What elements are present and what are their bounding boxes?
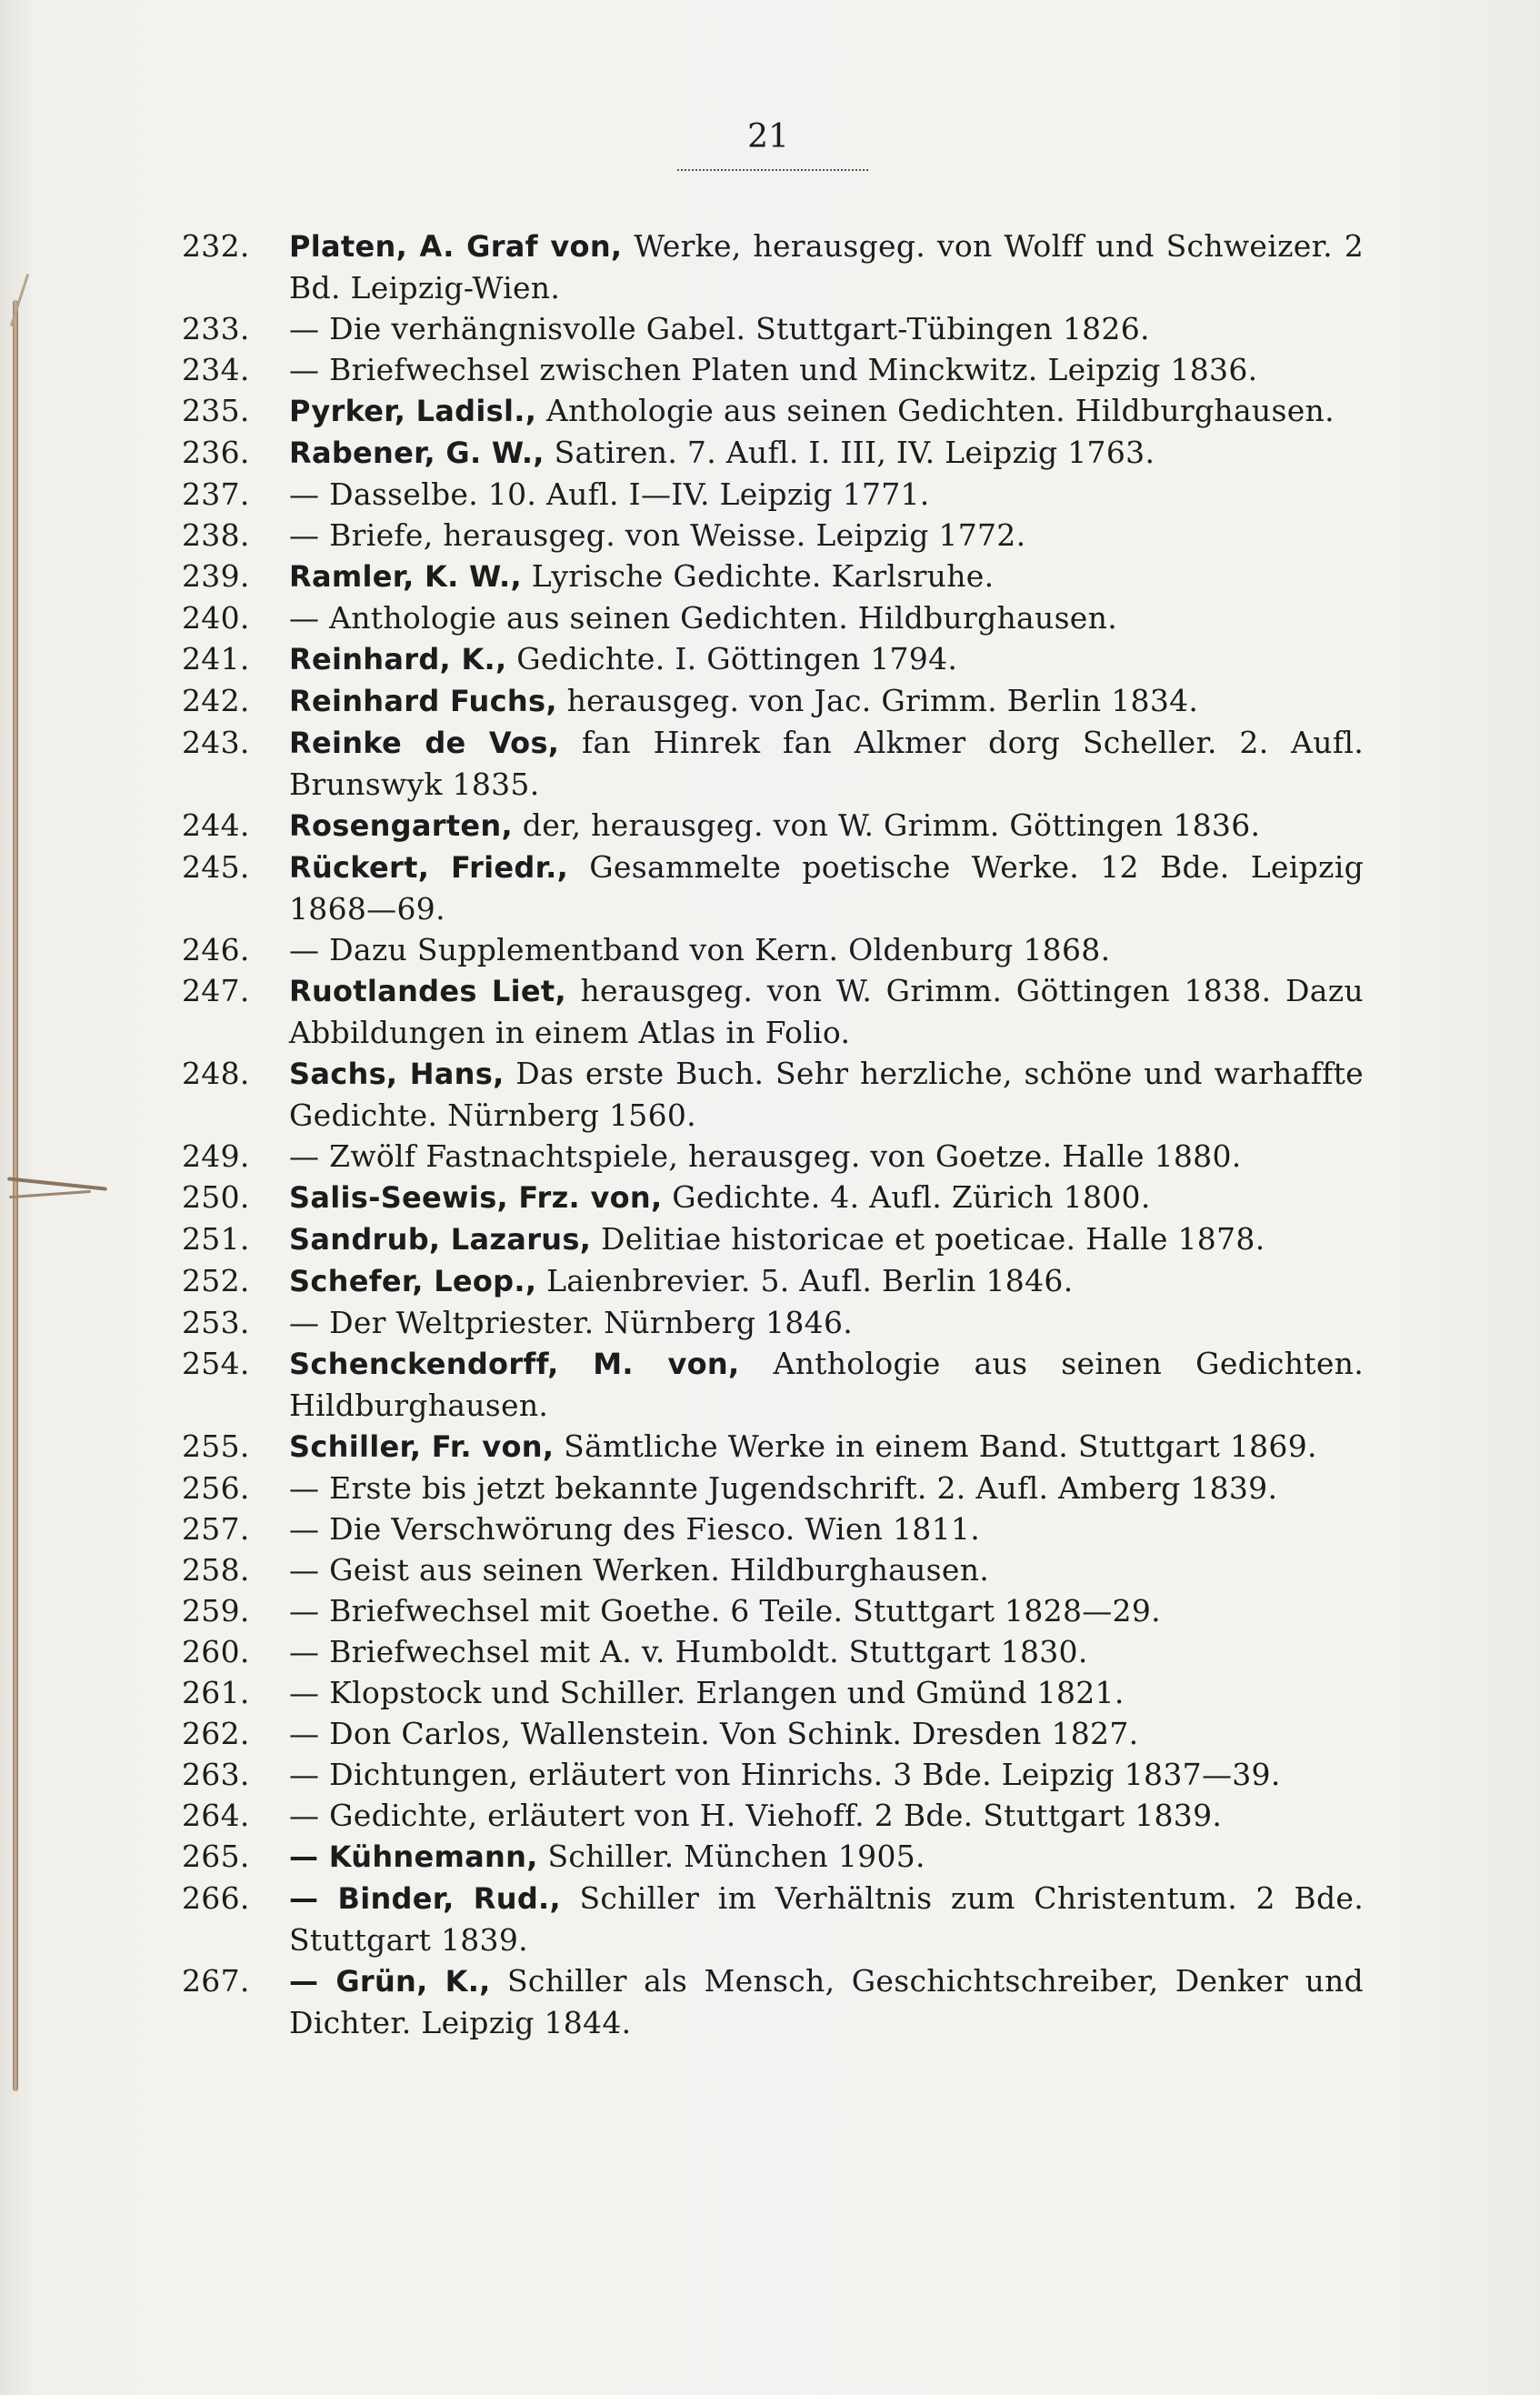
entry-author: — Kühnemann, (289, 1839, 538, 1874)
entry-text (289, 847, 1364, 929)
entry-description: Anthologie aus seinen Gedichten. Hildburghausen. (289, 1346, 1364, 1423)
entry-description: — Briefwechsel mit Goethe. 6 Teile. Stuttgart 1828—29. (289, 1593, 1161, 1628)
entry-number: 260. (182, 1634, 250, 1669)
entry-number: 239. (182, 558, 250, 594)
catalog-entry (182, 349, 1364, 390)
entry-author: Reinke de Vos, (289, 726, 560, 760)
entry-text (289, 1960, 1364, 2043)
entry-text (289, 515, 1364, 556)
entry-number: 256. (182, 1470, 250, 1506)
entry-number: 241. (182, 641, 250, 676)
entry-number: 250. (182, 1179, 250, 1215)
entry-description: Gedichte. 4. Aufl. Zürich 1800. (672, 1179, 1151, 1215)
entry-number: 257. (182, 1511, 250, 1547)
catalog-entry (182, 1631, 1364, 1672)
entry-number: 266. (182, 1880, 250, 1916)
entry-number: 258. (182, 1552, 250, 1588)
entry-description: Delitiae historicae et poeticae. Halle 1878. (600, 1221, 1265, 1257)
entry-description: — Briefe, herausgeg. von Weisse. Leipzig 1772. (289, 517, 1026, 553)
entry-description: — Die Verschwörung des Fiesco. Wien 1811. (289, 1511, 980, 1547)
entry-description: Gesammelte poetische Werke. 12 Bde. Leipzig 1868—69. (289, 849, 1364, 927)
entry-description: Lyrische Gedichte. Karlsruhe. (531, 558, 995, 594)
catalog-entry (182, 515, 1364, 556)
entry-text (289, 1218, 1364, 1260)
catalog-entry (182, 308, 1364, 349)
catalog-entry (182, 597, 1364, 638)
entry-description: Sämtliche Werke in einem Band. Stuttgart 1869. (564, 1428, 1317, 1464)
entry-author: Reinhard, K., (289, 642, 507, 676)
entry-number: 254. (182, 1346, 250, 1381)
entry-number: 248. (182, 1056, 250, 1091)
entry-number: 243. (182, 725, 250, 760)
entry-description: Gedichte. I. Göttingen 1794. (516, 641, 958, 676)
entry-description: — Briefwechsel mit A. v. Humboldt. Stuttgart 1830. (289, 1634, 1088, 1669)
entry-description: — Zwölf Fastnachtspiele, herausgeg. von Goetze. Halle 1880. (289, 1138, 1242, 1174)
entry-number: 253. (182, 1305, 250, 1340)
catalog-entry (182, 638, 1364, 680)
entry-text (289, 970, 1364, 1053)
entry-description: Schiller im Verhältnis zum Christentum. 2 Bde. Stuttgart 1839. (289, 1880, 1364, 1958)
catalog-entry (182, 1177, 1364, 1218)
catalog-entry (182, 722, 1364, 805)
entry-text (289, 474, 1364, 515)
entry-number: 262. (182, 1716, 250, 1751)
entry-number: 247. (182, 973, 250, 1008)
catalog-entry (182, 432, 1364, 474)
catalog-entry (182, 474, 1364, 515)
entry-text (289, 1713, 1364, 1754)
entry-description: — Erste bis jetzt bekannte Jugendschrift. 2. Aufl. Amberg 1839. (289, 1470, 1278, 1506)
entry-number: 252. (182, 1263, 250, 1298)
catalog-entry (182, 225, 1364, 308)
entry-description: — Die verhängnisvolle Gabel. Stuttgart-Tübingen 1826. (289, 311, 1150, 346)
entry-number: 242. (182, 683, 250, 718)
entry-text (289, 1468, 1364, 1508)
entry-author: Sandrub, Lazarus, (289, 1222, 592, 1257)
entry-description: — Geist aus seinen Werken. Hildburghausen. (289, 1552, 990, 1588)
catalog-entry (182, 1590, 1364, 1631)
entry-author: Ruotlandes Liet, (289, 974, 566, 1008)
catalog-entry (182, 1713, 1364, 1754)
entry-text (289, 432, 1364, 474)
entry-author: Sachs, Hans, (289, 1057, 505, 1091)
entry-author: Rückert, Friedr., (289, 850, 569, 885)
entry-author: Reinhard Fuchs, (289, 684, 557, 718)
entry-description: Schiller. München 1905. (547, 1839, 925, 1874)
entry-text (289, 1672, 1364, 1713)
entry-number: 249. (182, 1138, 250, 1174)
entry-description: Schiller als Mensch, Geschichtschreiber, Denker und Dichter. Leipzig 1844. (289, 1963, 1364, 2040)
catalog-entry (182, 1508, 1364, 1549)
catalog-entry (182, 1836, 1364, 1878)
entry-text (289, 1878, 1364, 1960)
entry-description: fan Hinrek fan Alkmer dorg Scheller. 2. Aufl. Brunswyk 1835. (289, 725, 1364, 802)
entry-author: — Binder, Rud., (289, 1881, 561, 1916)
entry-text (289, 1260, 1364, 1302)
entry-text (289, 1795, 1364, 1836)
entry-text (289, 1136, 1364, 1177)
entry-number: 267. (182, 1963, 250, 1999)
entry-description: Das erste Buch. Sehr herzliche, schöne und warhaffte Gedichte. Nürnberg 1560. (289, 1056, 1364, 1133)
entry-text (289, 1426, 1364, 1468)
entry-text (289, 556, 1364, 597)
entry-author: — Grün, K., (289, 1964, 491, 1999)
catalog-entry (182, 929, 1364, 970)
entry-text (289, 390, 1364, 432)
entry-number: 251. (182, 1221, 250, 1257)
catalog-entry (182, 1136, 1364, 1177)
entry-number: 240. (182, 600, 250, 636)
entry-author: Rabener, G. W., (289, 436, 545, 470)
entry-author: Rosengarten, (289, 808, 513, 843)
catalog-entry (182, 1302, 1364, 1343)
catalog-entry (182, 805, 1364, 847)
catalog-entry (182, 1343, 1364, 1426)
entry-description: der, herausgeg. von W. Grimm. Göttingen 1836. (522, 807, 1261, 843)
entry-number: 238. (182, 517, 250, 553)
page-number-rule (677, 165, 868, 171)
entry-text (289, 929, 1364, 970)
entry-text (289, 1343, 1364, 1426)
entry-text (289, 1549, 1364, 1590)
entry-number: 234. (182, 352, 250, 387)
entry-number: 244. (182, 807, 250, 843)
entry-author: Ramler, K. W., (289, 559, 522, 594)
entry-description: Werke, herausgeg. von Wolff und Schweizer. 2 Bd. Leipzig-Wien. (289, 228, 1365, 306)
entry-author: Schiller, Fr. von, (289, 1429, 555, 1464)
entry-text (289, 597, 1364, 638)
page-number: 21 (747, 118, 789, 155)
catalog-entry (182, 970, 1364, 1053)
entry-description: Satiren. 7. Aufl. I. III, IV. Leipzig 1763. (554, 435, 1155, 470)
entry-description: Anthologie aus seinen Gedichten. Hildburghausen. (545, 393, 1335, 428)
entry-number: 263. (182, 1757, 250, 1792)
thread-knot (7, 1177, 107, 1190)
entry-author: Pyrker, Ladisl., (289, 394, 537, 428)
entry-number: 259. (182, 1593, 250, 1628)
entry-number: 232. (182, 228, 250, 264)
entry-number: 235. (182, 393, 250, 428)
catalog-entries (182, 225, 1364, 2043)
catalog-entry (182, 1426, 1364, 1468)
catalog-entry (182, 1960, 1364, 2043)
entry-description: Laienbrevier. 5. Aufl. Berlin 1846. (546, 1263, 1074, 1298)
entry-text (289, 722, 1364, 805)
entry-description: — Dazu Supplementband von Kern. Oldenburg 1868. (289, 932, 1111, 967)
catalog-entry (182, 1468, 1364, 1508)
entry-description: — Briefwechsel zwischen Platen und Minckwitz. Leipzig 1836. (289, 352, 1258, 387)
entry-number: 264. (182, 1798, 250, 1833)
catalog-entry (182, 556, 1364, 597)
catalog-entry (182, 847, 1364, 929)
entry-text (289, 308, 1364, 349)
entry-number: 233. (182, 311, 250, 346)
entry-description: herausgeg. von W. Grimm. Göttingen 1838. Dazu Abbildungen in einem Atlas in Folio. (289, 973, 1364, 1050)
entry-text (289, 1836, 1364, 1878)
entry-description: — Anthologie aus seinen Gedichten. Hildburghausen. (289, 600, 1117, 636)
entry-number: 255. (182, 1428, 250, 1464)
entry-text (289, 349, 1364, 390)
entry-author: Platen, A. Graf von, (289, 229, 623, 264)
catalog-entry (182, 1754, 1364, 1795)
catalog-entry (182, 1878, 1364, 1960)
entry-description: — Klopstock und Schiller. Erlangen und Gmünd 1821. (289, 1675, 1125, 1710)
catalog-entry (182, 1218, 1364, 1260)
entry-description: — Der Weltpriester. Nürnberg 1846. (289, 1305, 854, 1340)
entry-description: — Dichtungen, erläutert von Hinrichs. 3 Bde. Leipzig 1837—39. (289, 1757, 1281, 1792)
catalog-entry (182, 1053, 1364, 1136)
entry-text (289, 1508, 1364, 1549)
catalog-entry (182, 390, 1364, 432)
entry-author: Salis-Seewis, Frz. von, (289, 1180, 663, 1215)
entry-text (289, 1631, 1364, 1672)
entry-text (289, 1177, 1364, 1218)
entry-description: — Gedichte, erläutert von H. Viehoff. 2 Bde. Stuttgart 1839. (289, 1798, 1223, 1833)
entry-text (289, 805, 1364, 847)
entry-text (289, 225, 1364, 308)
entry-description: — Don Carlos, Wallenstein. Von Schink. Dresden 1827. (289, 1716, 1139, 1751)
entry-author: Schenckendorff, M. von, (289, 1347, 740, 1381)
entry-number: 237. (182, 476, 250, 512)
entry-number: 265. (182, 1839, 250, 1874)
catalog-entry (182, 1260, 1364, 1302)
entry-number: 236. (182, 435, 250, 470)
entry-text (289, 1053, 1364, 1136)
catalog-entry (182, 1549, 1364, 1590)
catalog-entry (182, 680, 1364, 722)
entry-number: 246. (182, 932, 250, 967)
entry-number: 261. (182, 1675, 250, 1710)
entry-text (289, 1302, 1364, 1343)
catalog-entry (182, 1795, 1364, 1836)
catalog-entry (182, 1672, 1364, 1713)
entry-author: Schefer, Leop., (289, 1264, 537, 1298)
entry-number: 245. (182, 849, 250, 885)
entry-description: — Dasselbe. 10. Aufl. I—IV. Leipzig 1771. (289, 476, 930, 512)
entry-text (289, 1754, 1364, 1795)
thread-knot-end (9, 1190, 91, 1198)
entry-text (289, 680, 1364, 722)
entry-description: herausgeg. von Jac. Grimm. Berlin 1834. (566, 683, 1199, 718)
entry-text (289, 1590, 1364, 1631)
entry-text (289, 638, 1364, 680)
